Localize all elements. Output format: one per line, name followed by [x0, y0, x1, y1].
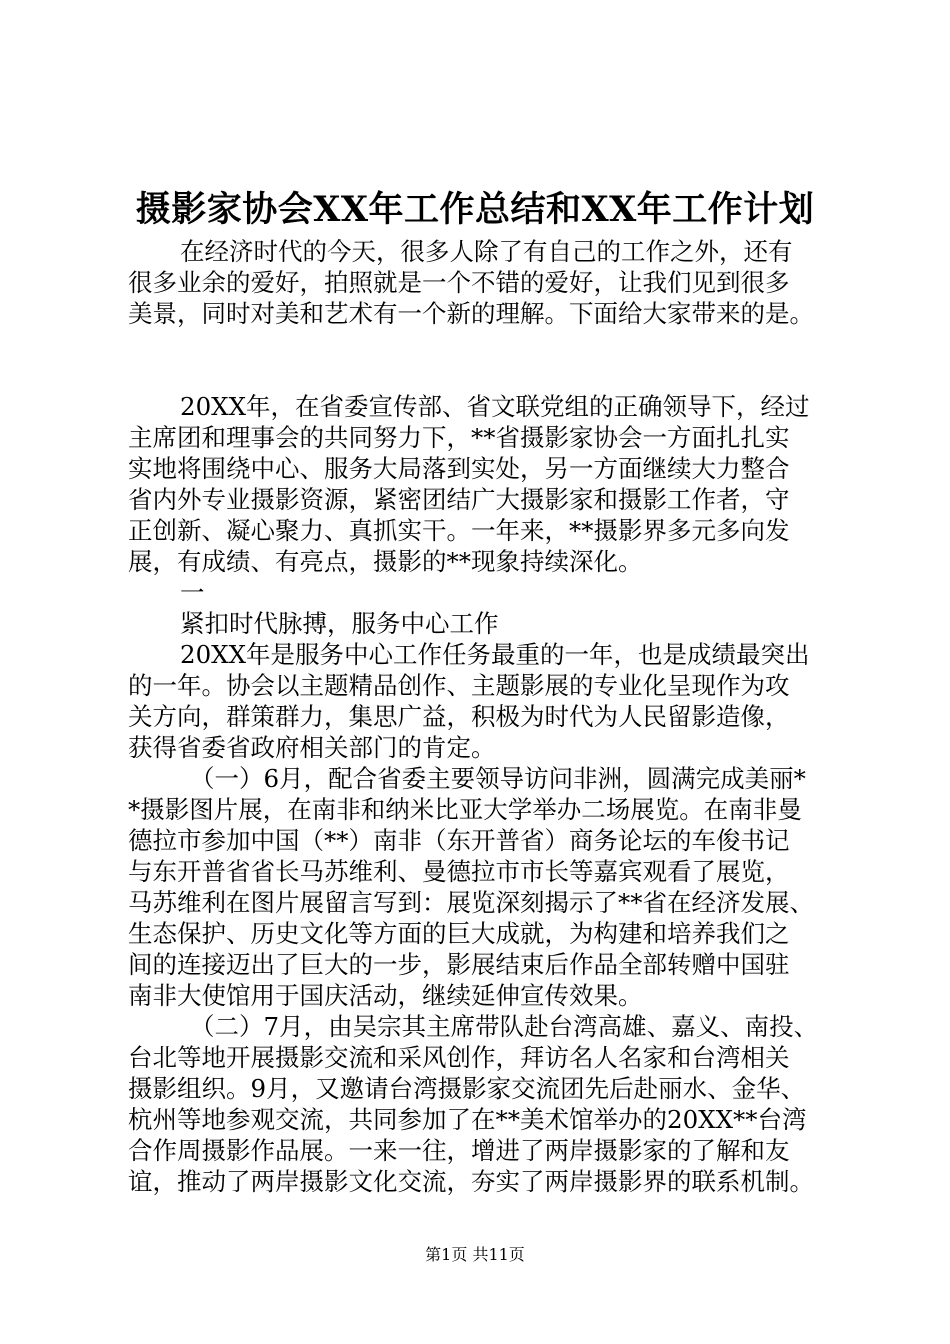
page-number-footer: 第1页 共11页 [425, 1245, 525, 1264]
paragraph-line: *摄影图片展，在南非和纳米比亚大学举办二场展览。在南非曼 [128, 795, 802, 824]
paragraph-line: 关方向，群策群力，集思广益，积极为时代为人民留影造像， [128, 702, 790, 731]
document-body [128, 236, 848, 1197]
paragraph-line: 摄影组织。9月，又邀请台湾摄影家交流团先后赴丽水、金华、 [128, 1074, 806, 1103]
paragraph-line: 的一年。协会以主题精品创作、主题影展的专业化呈现作为攻 [128, 671, 790, 700]
paragraph-line: 南非大使馆用于国庆活动，继续延伸宣传效果。 [128, 981, 643, 1010]
section-number: 一 [180, 578, 205, 607]
section-paragraph [128, 639, 848, 763]
section-heading: 紧扣时代脉搏，服务中心工作 [180, 609, 499, 638]
paragraph-line: 与东开普省省长马苏维利、曼德拉市市长等嘉宾观看了展览， [128, 857, 790, 886]
paragraph-line: 20XX年，在省委宣传部、省文联党组的正确领导下，经过 [180, 392, 810, 421]
intro-line: 很多业余的爱好，拍照就是一个不错的爱好，让我们见到很多 [128, 268, 790, 297]
paragraph-line: 20XX年是服务中心工作任务最重的一年，也是成绩最突出 [180, 640, 810, 669]
paragraph-line: 省内外专业摄影资源，紧密团结广大摄影家和摄影工作者，守 [128, 485, 790, 514]
overview-paragraph [128, 391, 848, 577]
intro-line: 在经济时代的今天，很多人除了有自己的工作之外，还有 [180, 237, 793, 266]
paragraph-line: 杭州等地参观交流，共同参加了在**美术馆举办的20XX**台湾 [128, 1105, 807, 1134]
intro-line: 美景，同时对美和艺术有一个新的理解。下面给大家带来的是。 [128, 299, 814, 328]
paragraph-line: 谊，推动了两岸摄影文化交流，夯实了两岸摄影界的联系机制。 [128, 1167, 814, 1196]
paragraph-line: 马苏维利在图片展留言写到：展览深刻揭示了**省在经济发展、 [128, 888, 814, 917]
paragraph-line: 间的连接迈出了巨大的一步，影展结束后作品全部转赠中国驻 [128, 950, 790, 979]
paragraph-line: 生态保护、历史文化等方面的巨大成就，为构建和培养我们之 [128, 919, 790, 948]
document-title: 摄影家协会XX年工作总结和XX年工作计划 [135, 189, 815, 230]
paragraph-line: 合作周摄影作品展。一来一往，增进了两岸摄影家的了解和友 [128, 1136, 790, 1165]
paragraph-line: 获得省委省政府相关部门的肯定。 [128, 733, 496, 762]
paragraph-line: 正创新、凝心聚力、真抓实干。一年来，**摄影界多元多向发 [128, 516, 790, 545]
intro-paragraph [128, 236, 848, 329]
paragraph-line: 实地将围绕中心、服务大局落到实处，另一方面继续大力整合 [128, 454, 790, 483]
paragraph-line: 展，有成绩、有亮点，摄影的**现象持续深化。 [128, 547, 643, 576]
paragraph-line: 台北等地开展摄影交流和采风创作，拜访名人名家和台湾相关 [128, 1043, 790, 1072]
paragraph-line: 主席团和理事会的共同努力下，**省摄影家协会一方面扎扎实 [128, 423, 790, 452]
item-one-paragraph [128, 763, 848, 1011]
paragraph-line: （二）7月，由吴宗其主席带队赴台湾高雄、嘉义、南投、 [190, 1012, 819, 1041]
paragraph-line: 德拉市参加中国（**）南非（东开普省）商务论坛的车俊书记 [128, 826, 790, 855]
paragraph-line: （一）6月，配合省委主要领导访问非洲，圆满完成美丽* [190, 764, 806, 793]
paragraph-gap [128, 329, 848, 391]
item-two-paragraph [128, 1011, 848, 1197]
